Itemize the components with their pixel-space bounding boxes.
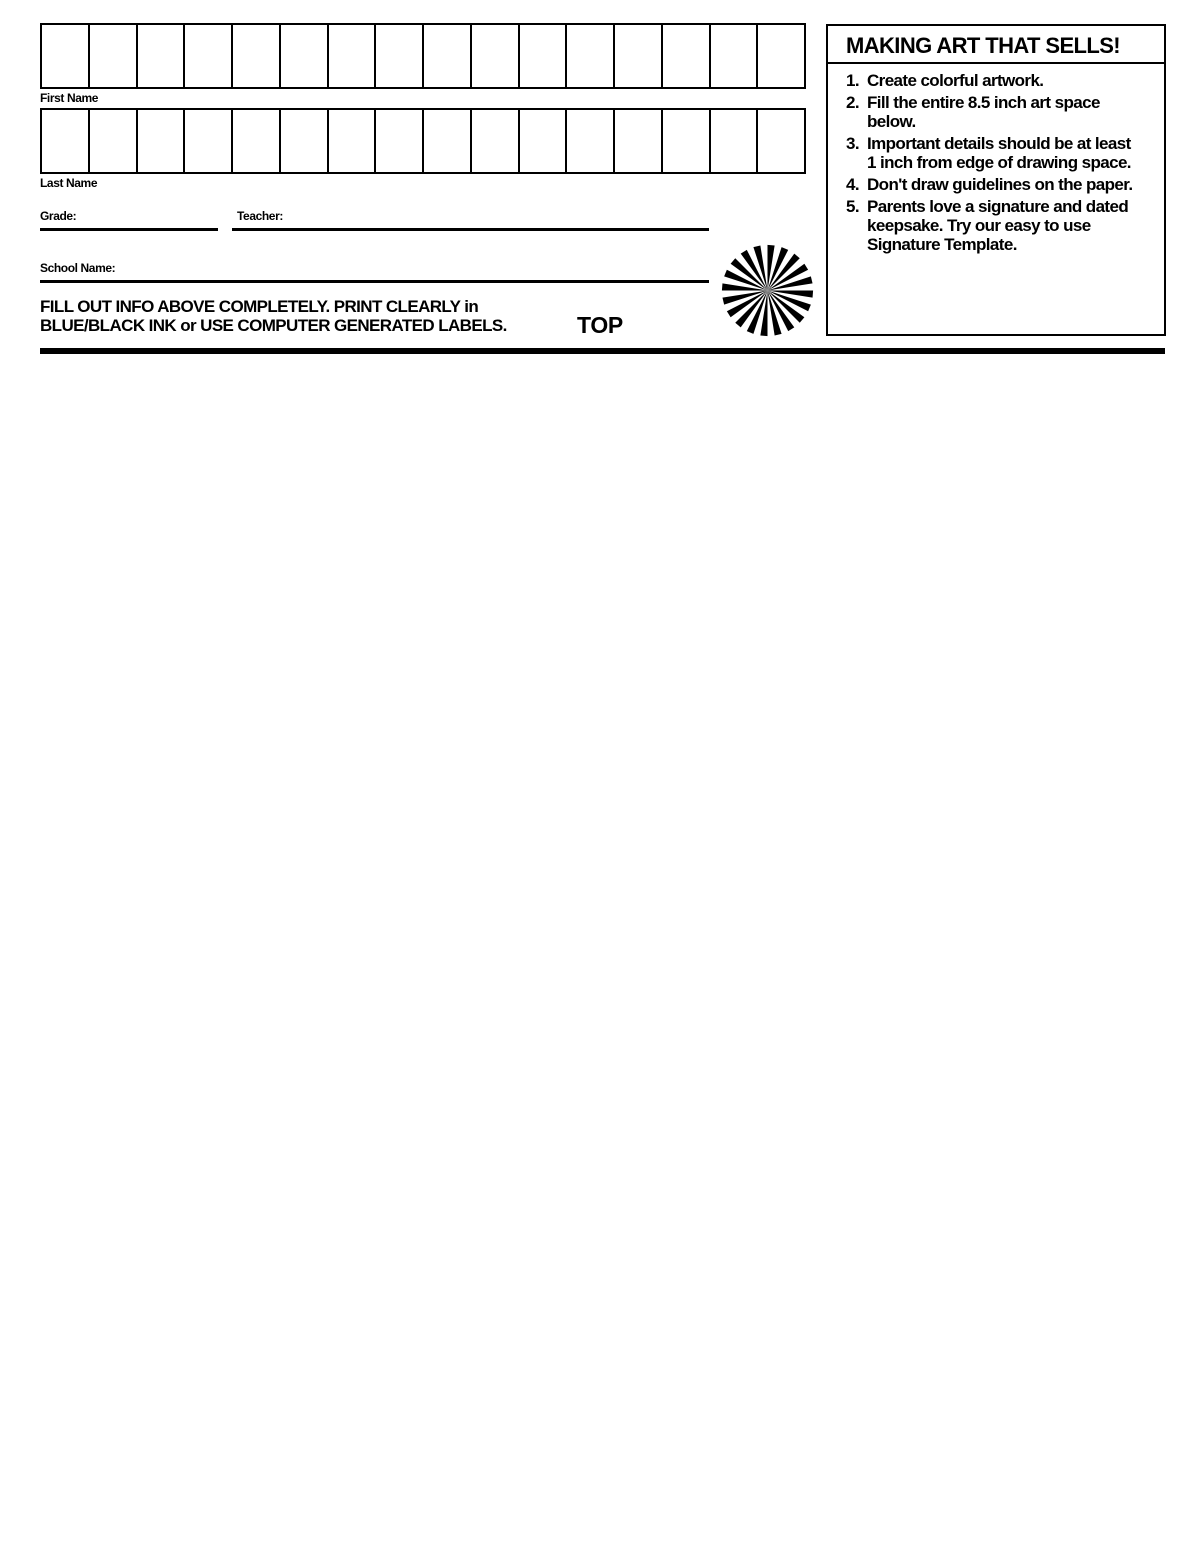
fill-instructions [40,297,507,335]
teacher-label: Teacher: [237,209,283,223]
tip-item [828,175,1137,194]
letter-box[interactable] [376,25,424,87]
letter-box[interactable] [615,110,663,172]
tip-item [828,197,1137,254]
tips-box [826,24,1166,336]
tip-text: Important details should be at least 1 inch from edge of drawing space. [867,134,1131,172]
letter-box[interactable] [567,25,615,87]
last-name-boxes[interactable] [40,108,806,174]
first-name-boxes[interactable] [40,23,806,89]
letter-box[interactable] [42,25,90,87]
letter-box[interactable] [376,110,424,172]
letter-box[interactable] [424,110,472,172]
letter-box[interactable] [329,25,377,87]
letter-box[interactable] [758,25,804,87]
letter-box[interactable] [329,110,377,172]
letter-box[interactable] [520,25,568,87]
letter-box[interactable] [233,110,281,172]
school-name-field[interactable] [40,280,709,283]
letter-box[interactable] [663,110,711,172]
letter-box[interactable] [185,110,233,172]
tip-number: 2. [846,93,859,112]
letter-box[interactable] [567,110,615,172]
tip-item [828,134,1137,172]
instruction-line-2: BLUE/BLACK INK or USE COMPUTER GENERATED LABELS. [40,316,507,335]
letter-box[interactable] [472,110,520,172]
school-name-label: School Name: [40,261,116,275]
letter-box[interactable] [472,25,520,87]
tips-title: MAKING ART THAT SELLS! [828,26,1164,64]
letter-box[interactable] [663,25,711,87]
letter-box[interactable] [615,25,663,87]
top-orientation-label: TOP [577,312,623,338]
tip-number: 1. [846,71,859,90]
first-name-label: First Name [40,91,99,105]
letter-box[interactable] [138,110,186,172]
separator-rule [40,348,1165,354]
letter-box[interactable] [90,25,138,87]
last-name-label: Last Name [40,176,98,190]
tip-number: 4. [846,175,859,194]
tip-text: Don't draw guidelines on the paper. [867,175,1133,194]
letter-box[interactable] [281,25,329,87]
letter-box[interactable] [42,110,90,172]
letter-box[interactable] [758,110,804,172]
instruction-line-1: FILL OUT INFO ABOVE COMPLETELY. PRINT CLEARLY in [40,297,479,316]
sunburst-icon [720,243,815,338]
teacher-field[interactable] [232,228,709,231]
tip-item [828,93,1137,131]
tip-item [828,71,1137,90]
letter-box[interactable] [90,110,138,172]
letter-box[interactable] [711,110,759,172]
letter-box[interactable] [185,25,233,87]
grade-field[interactable] [40,228,218,231]
tip-text: Fill the entire 8.5 inch art space below. [867,93,1100,131]
letter-box[interactable] [138,25,186,87]
grade-label: Grade: [40,209,77,223]
letter-box[interactable] [711,25,759,87]
tip-number: 3. [846,134,859,153]
tips-list [828,71,1164,254]
tip-text: Parents love a signature and dated keepsake. Try our easy to use Signature Template. [867,197,1129,254]
tip-text: Create colorful artwork. [867,71,1044,90]
letter-box[interactable] [424,25,472,87]
letter-box[interactable] [233,25,281,87]
tip-number: 5. [846,197,859,216]
letter-box[interactable] [281,110,329,172]
letter-box[interactable] [520,110,568,172]
